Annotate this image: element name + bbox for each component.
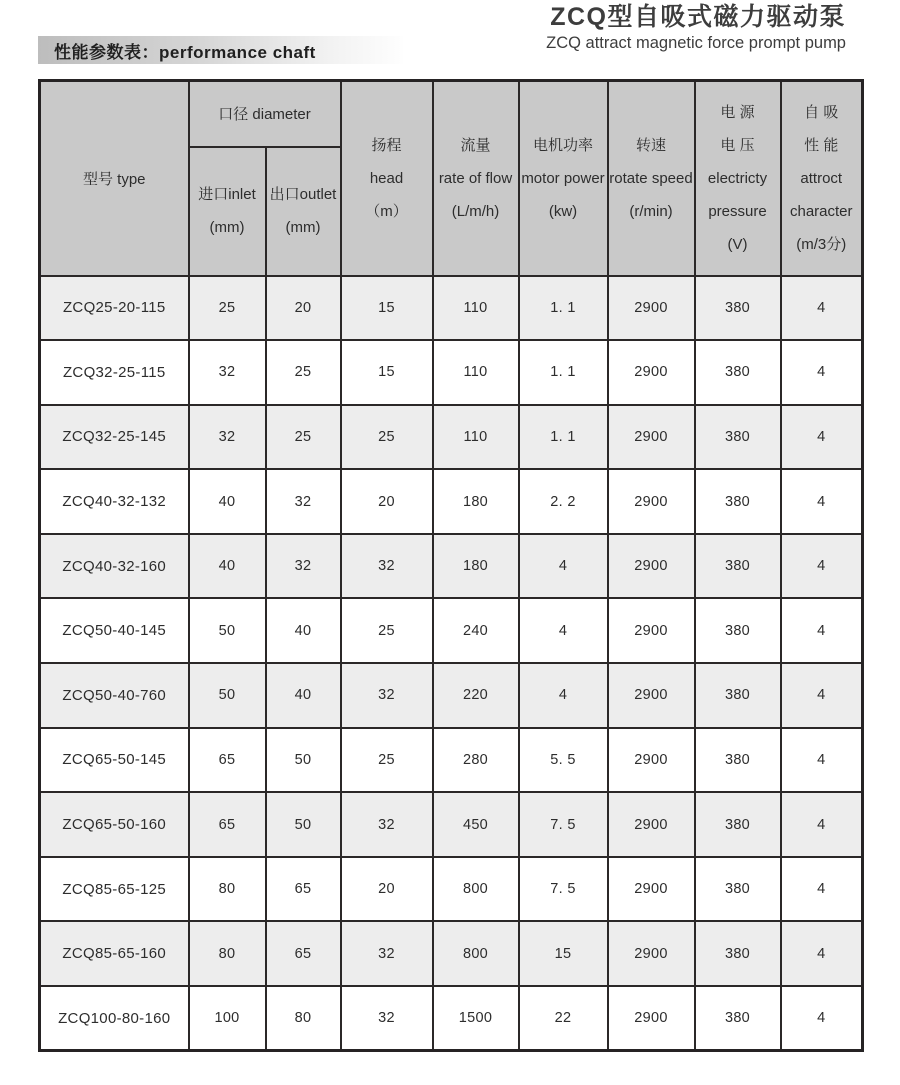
table-row — [40, 728, 863, 793]
table-row — [40, 534, 863, 599]
table-row — [40, 405, 863, 470]
cell-voltage: 380 — [695, 728, 781, 793]
table-row — [40, 276, 863, 341]
cell-flow: 800 — [433, 857, 519, 922]
header-line: 电 源 — [720, 103, 755, 121]
cell-voltage: 380 — [695, 857, 781, 922]
cell-model: ZCQ50-40-760 — [40, 663, 189, 728]
cell-model: ZCQ32-25-115 — [40, 340, 189, 405]
cell-voltage: 380 — [695, 276, 781, 341]
table-header — [40, 81, 863, 276]
cell-flow: 110 — [433, 405, 519, 470]
cell-speed: 2900 — [608, 921, 695, 986]
header-line: 电 压 — [720, 136, 755, 154]
col-header-voltage — [695, 81, 781, 276]
table-row — [40, 469, 863, 534]
cell-speed: 2900 — [608, 340, 695, 405]
cell-speed: 2900 — [608, 598, 695, 663]
header-line: character — [789, 202, 853, 220]
cell-power: 15 — [519, 921, 608, 986]
cell-outlet: 32 — [266, 534, 341, 599]
cell-head: 32 — [341, 986, 433, 1051]
table-row — [40, 857, 863, 922]
cell-voltage: 380 — [695, 986, 781, 1051]
cell-model: ZCQ50-40-145 — [40, 598, 189, 663]
cell-power: 4 — [519, 598, 608, 663]
cell-voltage: 380 — [695, 663, 781, 728]
cell-inlet: 50 — [189, 663, 266, 728]
col-header-inlet — [189, 147, 266, 276]
cell-voltage: 380 — [695, 598, 781, 663]
cell-inlet: 80 — [189, 857, 266, 922]
header-line: motor power — [521, 169, 605, 187]
header-line: （m） — [365, 202, 408, 220]
cell-head: 32 — [341, 663, 433, 728]
cell-flow: 110 — [433, 340, 519, 405]
cell-inlet: 80 — [189, 921, 266, 986]
cell-model: ZCQ65-50-160 — [40, 792, 189, 857]
table-row — [40, 986, 863, 1051]
cell-model: ZCQ40-32-132 — [40, 469, 189, 534]
header-line: 性 能 — [804, 136, 839, 154]
cell-voltage: 380 — [695, 792, 781, 857]
cell-power: 1. 1 — [519, 405, 608, 470]
header-line: 进口inlet — [198, 186, 256, 203]
cell-power: 7. 5 — [519, 857, 608, 922]
section-title: 性能参数表：performance chaft — [54, 42, 316, 62]
cell-outlet: 20 — [266, 276, 341, 341]
cell-head: 32 — [341, 534, 433, 599]
cell-head: 15 — [341, 276, 433, 341]
cell-head: 25 — [341, 598, 433, 663]
header-line: (m/3分) — [796, 235, 847, 253]
table-row — [40, 663, 863, 728]
table-body — [40, 276, 863, 1051]
cell-head: 25 — [341, 728, 433, 793]
cell-outlet: 25 — [266, 340, 341, 405]
cell-speed: 2900 — [608, 534, 695, 599]
table-row — [40, 921, 863, 986]
col-header-type: 型号 type — [40, 81, 189, 276]
cell-power: 2. 2 — [519, 469, 608, 534]
cell-inlet: 65 — [189, 728, 266, 793]
cell-power: 1. 1 — [519, 340, 608, 405]
cell-speed: 2900 — [608, 728, 695, 793]
cell-model: ZCQ100-80-160 — [40, 986, 189, 1051]
header-line: (r/min) — [629, 202, 673, 220]
table-row — [40, 340, 863, 405]
col-header-power — [519, 81, 608, 276]
cell-outlet: 65 — [266, 857, 341, 922]
cell-outlet: 50 — [266, 792, 341, 857]
cell-speed: 2900 — [608, 663, 695, 728]
header-line: electricty — [707, 169, 768, 187]
cell-speed: 2900 — [608, 469, 695, 534]
col-header-diameter: 口径 diameter — [189, 81, 341, 147]
header-line: attroct — [800, 169, 843, 187]
cell-model: ZCQ65-50-145 — [40, 728, 189, 793]
cell-attract: 4 — [781, 921, 863, 986]
cell-flow: 110 — [433, 276, 519, 341]
cell-speed: 2900 — [608, 857, 695, 922]
cell-head: 20 — [341, 469, 433, 534]
header-line: (mm) — [209, 219, 245, 236]
cell-inlet: 25 — [189, 276, 266, 341]
header-line: rate of flow — [438, 169, 513, 187]
cell-power: 22 — [519, 986, 608, 1051]
cell-head: 32 — [341, 921, 433, 986]
header-line: (L/m/h) — [451, 202, 500, 220]
col-header-attract — [781, 81, 863, 276]
page-subtitle: ZCQ attract magnetic force prompt pump — [546, 34, 846, 52]
cell-flow: 180 — [433, 469, 519, 534]
cell-power: 4 — [519, 534, 608, 599]
cell-flow: 220 — [433, 663, 519, 728]
cell-inlet: 50 — [189, 598, 266, 663]
header-line: 自 吸 — [804, 103, 839, 121]
cell-model: ZCQ25-20-115 — [40, 276, 189, 341]
cell-outlet: 65 — [266, 921, 341, 986]
cell-head: 20 — [341, 857, 433, 922]
col-header-outlet — [266, 147, 341, 276]
cell-attract: 4 — [781, 405, 863, 470]
performance-table — [38, 79, 864, 1052]
cell-power: 4 — [519, 663, 608, 728]
cell-head: 25 — [341, 405, 433, 470]
cell-attract: 4 — [781, 663, 863, 728]
section-header-bar — [38, 36, 403, 64]
cell-speed: 2900 — [608, 792, 695, 857]
cell-head: 32 — [341, 792, 433, 857]
cell-inlet: 40 — [189, 469, 266, 534]
table-row — [40, 792, 863, 857]
cell-attract: 4 — [781, 857, 863, 922]
cell-outlet: 25 — [266, 405, 341, 470]
cell-speed: 2900 — [608, 986, 695, 1051]
cell-flow: 240 — [433, 598, 519, 663]
header-row-top — [40, 81, 863, 147]
cell-attract: 4 — [781, 340, 863, 405]
header-line: 电机功率 — [532, 136, 593, 154]
cell-outlet: 40 — [266, 598, 341, 663]
cell-flow: 1500 — [433, 986, 519, 1051]
cell-flow: 450 — [433, 792, 519, 857]
cell-attract: 4 — [781, 986, 863, 1051]
cell-outlet: 40 — [266, 663, 341, 728]
cell-flow: 280 — [433, 728, 519, 793]
page-title-block — [546, 3, 846, 53]
header-line: (mm) — [285, 219, 321, 236]
cell-power: 1. 1 — [519, 276, 608, 341]
cell-inlet: 32 — [189, 340, 266, 405]
cell-attract: 4 — [781, 276, 863, 341]
cell-inlet: 32 — [189, 405, 266, 470]
col-header-head — [341, 81, 433, 276]
cell-attract: 4 — [781, 792, 863, 857]
cell-flow: 800 — [433, 921, 519, 986]
cell-voltage: 380 — [695, 921, 781, 986]
cell-model: ZCQ40-32-160 — [40, 534, 189, 599]
header-line: (V) — [727, 235, 748, 253]
cell-voltage: 380 — [695, 340, 781, 405]
table-row — [40, 598, 863, 663]
header-line: pressure — [708, 202, 767, 220]
cell-power: 5. 5 — [519, 728, 608, 793]
cell-model: ZCQ85-65-160 — [40, 921, 189, 986]
cell-voltage: 380 — [695, 534, 781, 599]
header-line: (kw) — [548, 202, 578, 220]
cell-flow: 180 — [433, 534, 519, 599]
col-header-flow — [433, 81, 519, 276]
cell-inlet: 100 — [189, 986, 266, 1051]
cell-head: 15 — [341, 340, 433, 405]
col-header-speed — [608, 81, 695, 276]
header-line: rotate speed — [609, 169, 693, 187]
cell-power: 7. 5 — [519, 792, 608, 857]
header-line: head — [369, 169, 404, 187]
header-line: 出口outlet — [269, 186, 337, 203]
page-title: ZCQ型自吸式磁力驱动泵 — [550, 3, 846, 31]
cell-outlet: 80 — [266, 986, 341, 1051]
header-line: 流量 — [460, 136, 491, 154]
cell-voltage: 380 — [695, 405, 781, 470]
cell-model: ZCQ85-65-125 — [40, 857, 189, 922]
cell-model: ZCQ32-25-145 — [40, 405, 189, 470]
cell-outlet: 50 — [266, 728, 341, 793]
header-line: 扬程 — [371, 136, 402, 154]
cell-speed: 2900 — [608, 405, 695, 470]
cell-attract: 4 — [781, 598, 863, 663]
cell-voltage: 380 — [695, 469, 781, 534]
cell-attract: 4 — [781, 534, 863, 599]
cell-inlet: 40 — [189, 534, 266, 599]
header-line: 转速 — [635, 136, 666, 154]
cell-attract: 4 — [781, 469, 863, 534]
cell-inlet: 65 — [189, 792, 266, 857]
cell-attract: 4 — [781, 728, 863, 793]
cell-speed: 2900 — [608, 276, 695, 341]
cell-outlet: 32 — [266, 469, 341, 534]
